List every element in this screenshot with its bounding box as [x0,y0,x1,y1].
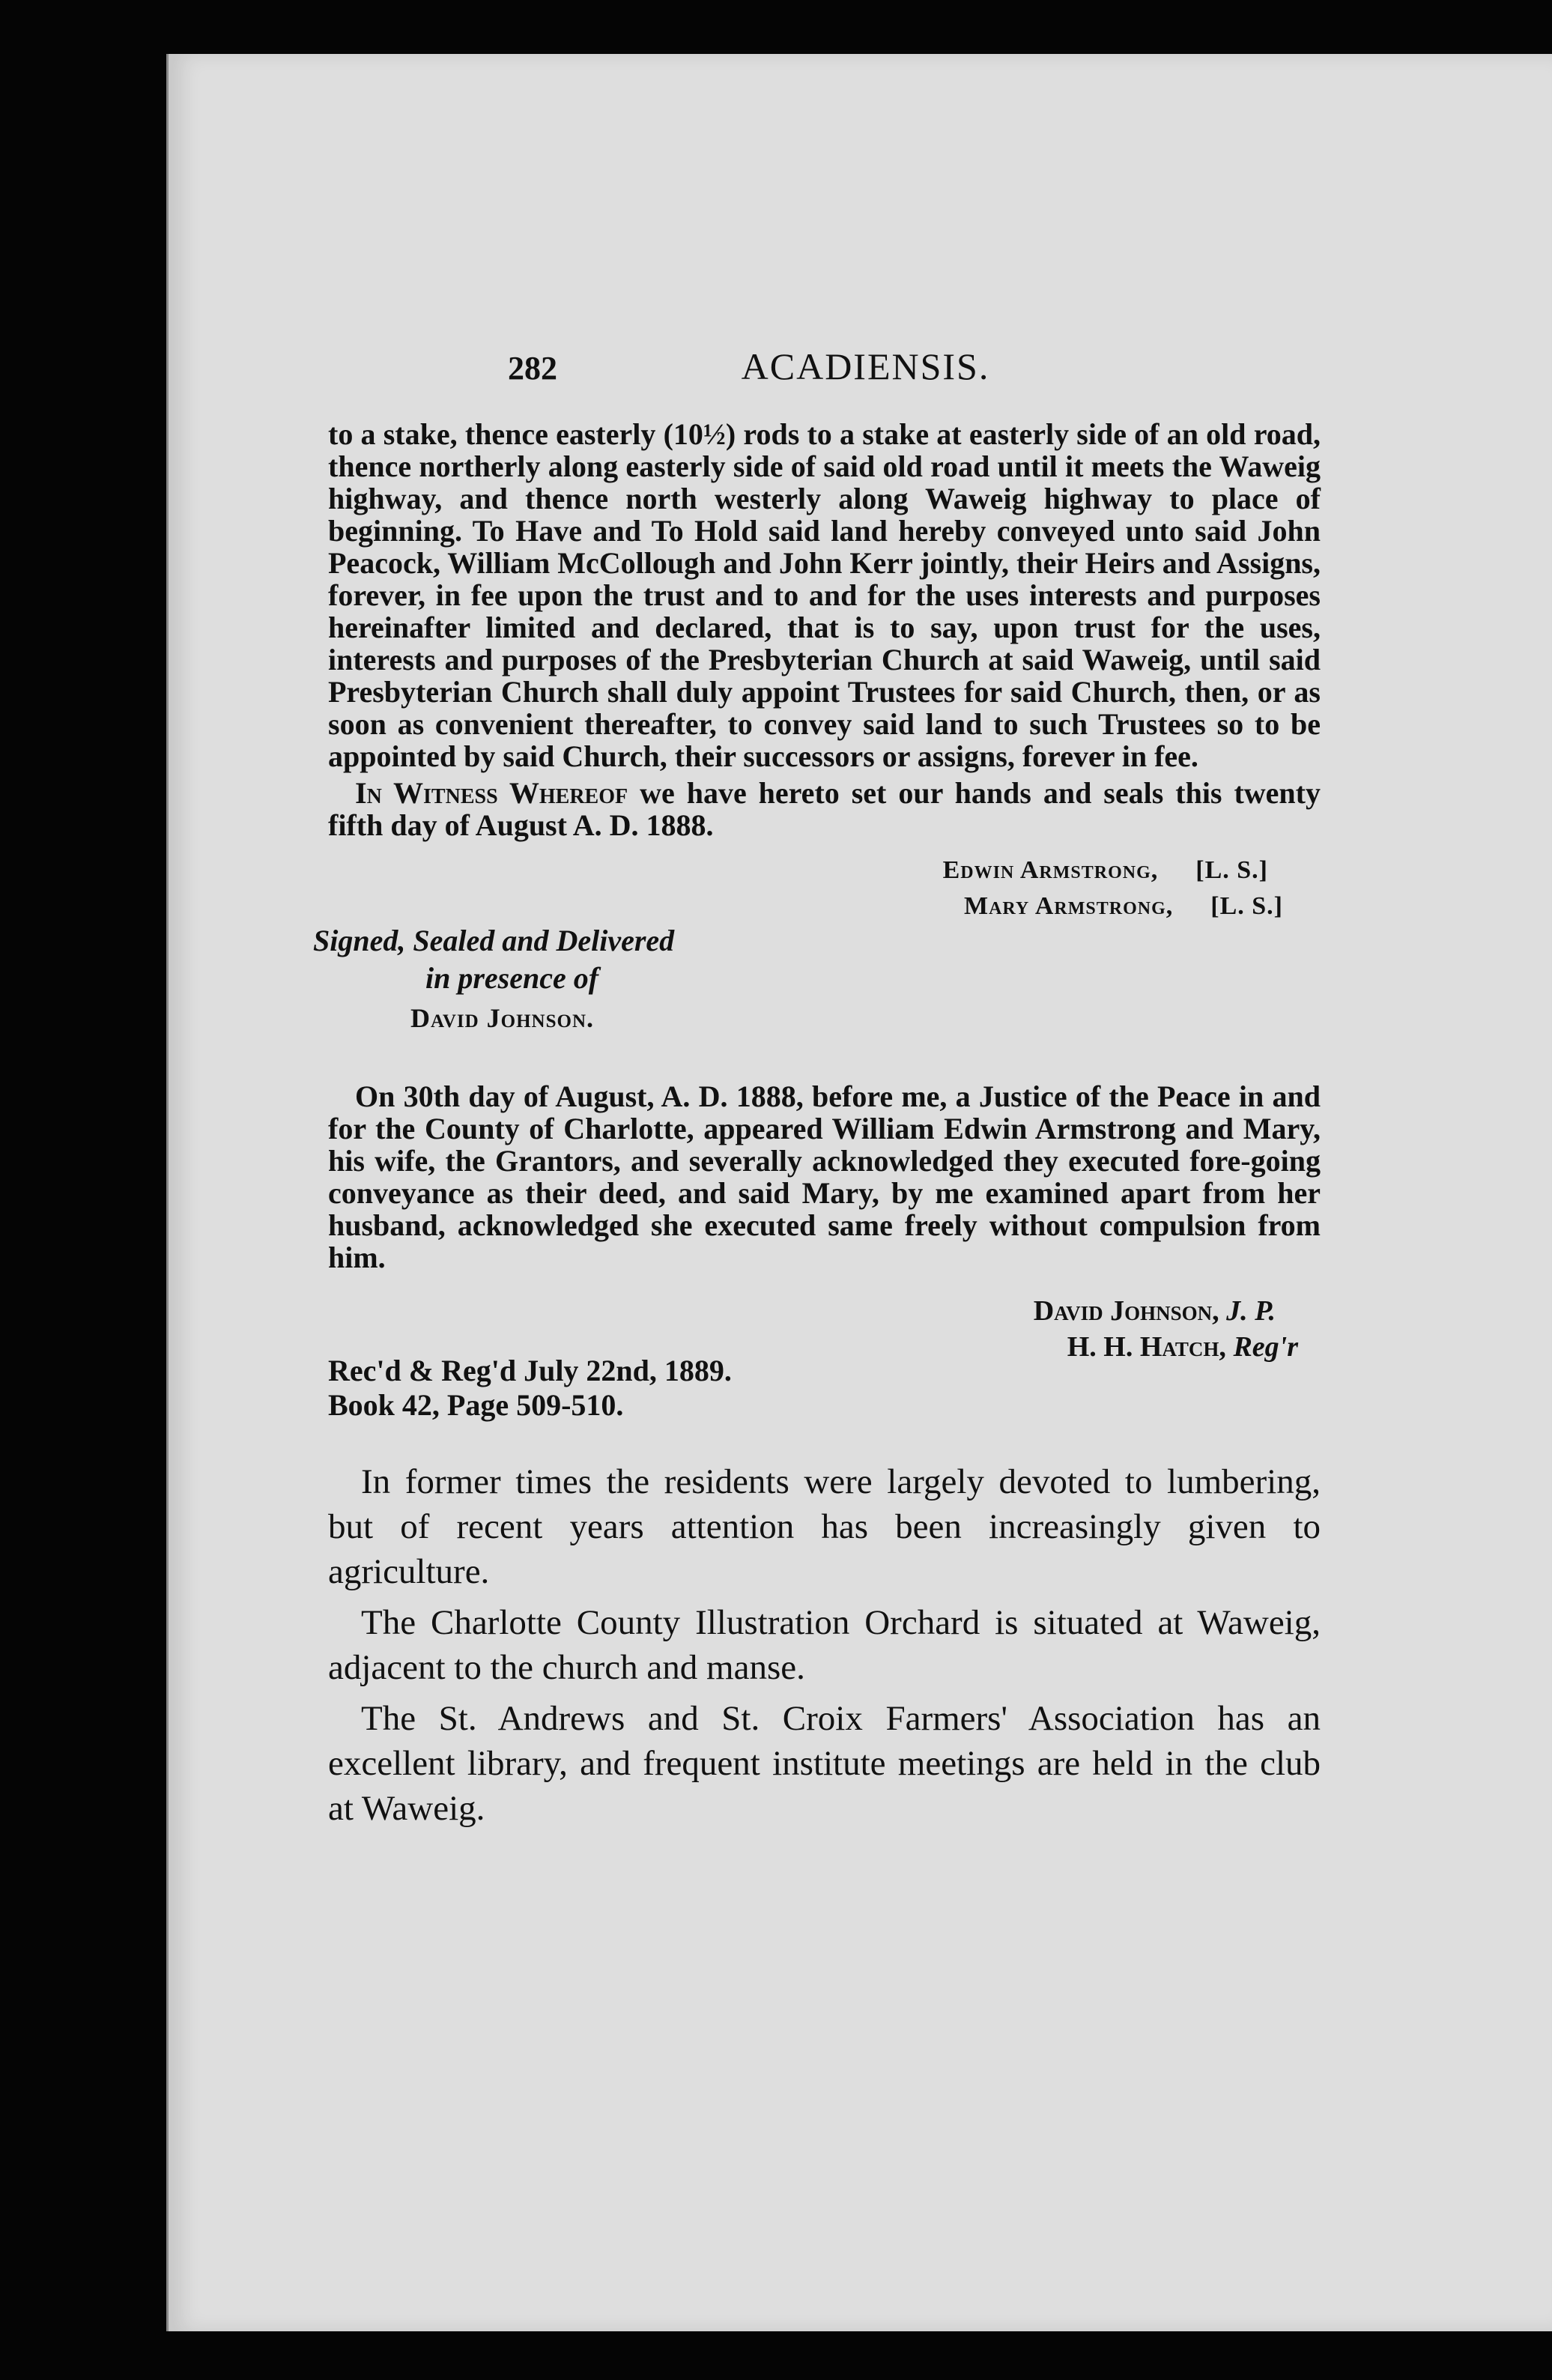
witness-clause-lead: In Witness Whereof [355,776,628,810]
page-number: 282 [508,350,557,387]
page-header [328,337,1321,397]
acknowledgment-paragraph: On 30th day of August, A. D. 1888, before me, a Justice of the Peace in and for the County of Charlotte, appeared William Edwin Armstrong and Mary, his wife, the Grantors, and severally acknowledged they executed fore-going conveyance as their deed, and said Mary, by me examined apart from her husband, acknowledged she executed same freely without compulsion from him. [328,1080,1321,1274]
running-head: ACADIENSIS. [741,345,990,387]
book-reference: Book 42, Page 509-510. [328,1388,624,1422]
deed-paragraph: to a stake, thence easterly (10½) rods to a stake at easterly side of an old road, thence northerly along easterly side of said old road until it meets the Waweig highway, and thence north westerly along Waweig highway to place of beginning. To Have and To Hold said land hereby conveyed unto said John Peacock, William McCollough and John Kerr jointly, their Heirs and Assigns, forever, in fee upon the trust and to and for the uses interests and purposes hereinafter limited and declared, that is to say, upon trust for the uses, interests and purposes of the Presbyterian Church at said Waweig, until said Presbyterian Church shall duly appoint Trustees for said Church, then, or as soon as convenient thereafter, to convey said land to such Trustees so to be appointed by said Church, their successors or assigns, forever in fee. [328,417,1321,773]
certification [328,1284,1321,1426]
attestation-line-2: in presence of [425,961,599,995]
narrative-paragraph: The St. Andrews and St. Croix Farmers' Association has an excellent library, and frequent institute meetings are held in the club at Waweig. [328,1699,1321,1828]
witness-name: David Johnson. [410,1003,595,1033]
page-text-block [313,337,1321,1831]
seal-mark: [L. S.] [1195,856,1268,884]
witness-clause [328,777,1321,841]
registrar-signature [1067,1330,1298,1363]
seal-mark: [L. S.] [1210,892,1283,920]
narrative-paragraph: The Charlotte County Illustration Orchard is situated at Waweig, adjacent to the church and manse. [328,1603,1321,1687]
justice-title: J. P. [1226,1295,1276,1327]
registrar-title: Reg'r [1233,1331,1298,1363]
witness-attestation [313,923,1321,1073]
recorded-line: Rec'd & Reg'd July 22nd, 1889. [328,1354,732,1387]
justice-name: David Johnson, [1033,1295,1219,1327]
signature-edwin-armstrong [943,856,1268,885]
registrar-name: H. H. Hatch, [1067,1331,1226,1363]
signatory-name: Edwin Armstrong, [942,856,1159,884]
signatory-name: Mary Armstrong, [964,892,1174,920]
justice-signature [1034,1295,1276,1327]
witness-clause-text: we have hereto set our hands and seals this twenty fifth day of August A. D. 1888. [328,776,1321,842]
narrative-paragraph: In former times the residents were largely devoted to lumbering, but of recent years attention has been increasingly given to agriculture. [328,1462,1321,1591]
signature-mary-armstrong [964,892,1283,921]
attestation-line-1: Signed, Sealed and Delivered [313,924,675,957]
